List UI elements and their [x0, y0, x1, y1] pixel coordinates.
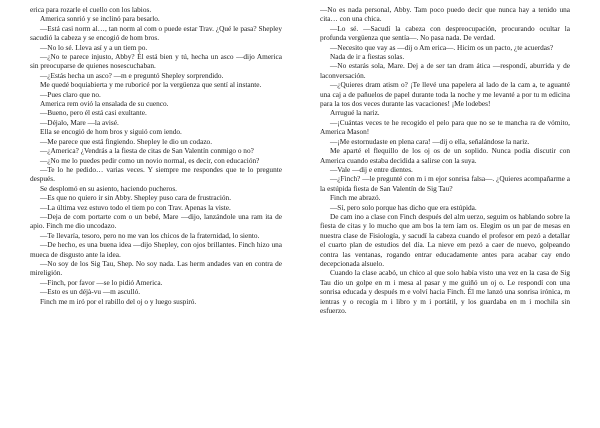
paragraph: De cam ino a clase con Finch después del alm uerzo, seguim os hablando sobre la fiesta de citas y lo mucho que am bos la tem íam os. Elegim os un par de mesas en nuestra clase de Fisiología, y sacudí la cabeza cuando el profesor em pezó a detallar el cuarto plan de estudios del día. La nieve em pezó a caer de nuevo, golpeando contra las ventanas, rogando entrar educadamente antes para acabar cay endo decepcionada alsuelo.: [320, 211, 570, 268]
paragraph: —Me parece que está fingiendo. Shepley le dio un codazo.: [40, 136, 213, 146]
paragraph: —No estarás sola, Mare. Dej a de ser tan dram ática —respondí, aburrida y de laconversación.: [320, 61, 570, 80]
paragraph: —Bueno, pero él está casi exultante.: [40, 108, 147, 118]
paragraph: Ella se encogió de hom bros y siguió com iendo.: [40, 127, 182, 137]
paragraph: Nada de ir a fiestas solas.: [330, 52, 405, 62]
paragraph: —¿Quieres dram atism o? ¡Te llevé una papelera al lado de la cam a, te aguanté una caj a de pañuelos de papel durante toda la noche y me levanté a por tu m edicina para la tos dos veces durante las vacaciones! ¡Me lodebes!: [320, 80, 570, 109]
paragraph: —Es que no quiero ir sin Abby. Shepley puso cara de frustración.: [40, 193, 232, 203]
paragraph: —¡Me estornudaste en plena cara! —dij o ella, señalándose la nariz.: [330, 136, 530, 146]
paragraph: America sonrió y se inclinó para besarlo.: [40, 14, 160, 24]
paragraph: Finch me m iró por el rabillo del oj o y luego suspiró.: [40, 296, 197, 306]
paragraph: —Lo sé. —Sacudí la cabeza con despreocupación, procurando ocultar la profunda vergüenza que sentía—. No pasa nada. De verdad.: [320, 23, 570, 43]
paragraph: —La última vez estuvo todo el tiem po con Trav. Apenas la viste.: [40, 202, 231, 212]
paragraph: America rem ovió la ensalada de su cuenco.: [40, 99, 169, 109]
paragraph: —Esto es un déjà-vu —m asculló.: [40, 287, 141, 297]
paragraph: Me quedé boquiabierta y me ruboricé por la vergüenza que sentí al instante.: [40, 80, 262, 90]
paragraph: Finch me abrazó.: [330, 193, 381, 203]
paragraph: —Sí, pero solo porque has dicho que era estúpida.: [330, 202, 477, 212]
paragraph: —¿America? ¿Vendrás a la fiesta de citas de San Valentín conmigo o no?: [40, 146, 254, 156]
paragraph: —Pues claro que no.: [40, 89, 101, 99]
paragraph: —Vale —dij e entre dientes.: [330, 164, 413, 174]
paragraph: —Déjalo, Mare —la avisé.: [40, 117, 119, 127]
paragraph: —No es nada personal, Abby. Tam poco puedo decir que nunca hay a tenido una cita… con una chica.: [320, 5, 570, 24]
paragraph: Me aparté el flequillo de los oj os de un soplido. Nunca podía discutir con America cuando estaba decidida a salirse con la suya.: [320, 146, 570, 165]
paragraph: —¿No te parece injusto, Abby? Él está bien y tú, hecha un asco —dijo America sin preocuparse de quienes nosescuchaban.: [30, 52, 282, 71]
paragraph: —Deja de com portarte com o un bebé, Mare —dijo, lanzándole una ram ita de apio. Finch me dio uncodazo.: [30, 211, 282, 231]
paragraph: —¿No me lo puedes pedir como un novio normal, es decir, con educación?: [40, 155, 260, 165]
paragraph: —¡Cuántas veces te he recogido el pelo para que no se te mancha ra de vómito, America Mason!: [320, 117, 570, 137]
paragraph: —¿Finch? —le pregunté con m i m ejor sonrisa falsa—. ¿Quieres acompañarme a la estúpida fiesta de San Valentín de Sig Tau?: [320, 174, 570, 193]
paragraph: Cuando la clase acabó, un chico al que solo había visto una vez en la casa de Sig Tau dio un golpe en m i mesa al pasar y me guiñó un oj o. Le respondí con una sonrisa educada y después m e volví hacia Finch. Él me lanzó una sonrisa irónica, m ientras y o recogía m i libro y m i portátil, y los guardaba en m i mochila sin esfuerzo.: [320, 268, 570, 315]
paragraph: Arrugué la nariz.: [330, 108, 380, 118]
paragraph: —No lo sé. Lleva así y a un tiem po.: [40, 42, 148, 52]
paragraph: erica para rozarle el cuello con los labios.: [30, 5, 152, 14]
paragraph: —De hecho, es una buena idea —dijo Shepley, con ojos brillantes. Finch hizo una mueca de disgusto ante la idea.: [30, 240, 282, 259]
paragraph: —Está casi norm al…, tan norm al com o puede estar Trav. ¿Qué le pasa? Shepley sacudió la cabeza y se encogió de hom bros.: [30, 23, 282, 43]
right-page: [320, 5, 570, 423]
left-page: [30, 5, 282, 423]
paragraph: —Necesito que vay as —dij o Am erica—. Hicim os un pacto, ¿te acuerdas?: [330, 42, 554, 52]
paragraph: —Te lo he pedido… varias veces. Y siempre me respondes que te lo pregunte después.: [30, 164, 282, 184]
paragraph: —No soy de los Sig Tau, Shep. No soy nada. Las herm andades van en contra de mireligión.: [30, 258, 282, 278]
paragraph: —Finch, por favor —se lo pidió America.: [40, 277, 163, 287]
paragraph: —Te llevaría, tesoro, pero no me van los chicos de la fraternidad, lo siento.: [40, 230, 260, 240]
paragraph: —¿Estás hecha un asco? —m e preguntó Shepley sorprendido.: [40, 70, 224, 80]
paragraph: Se desplomó en su asiento, haciendo pucheros.: [40, 183, 177, 193]
